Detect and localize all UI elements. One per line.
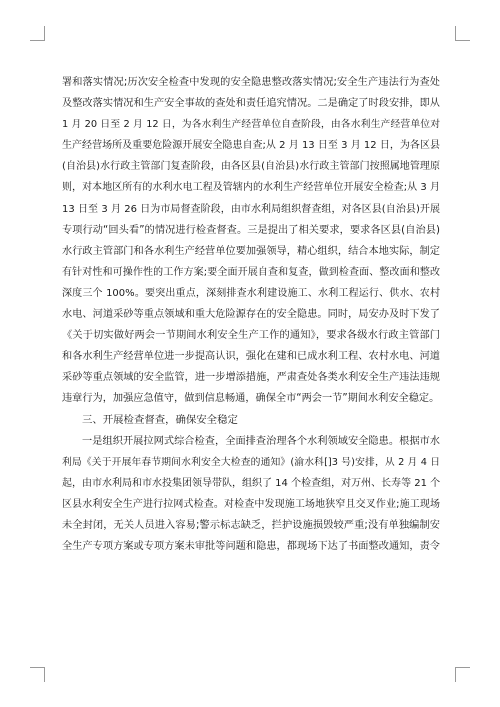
text-line: 有针对性和可操作性的工作方案;要全面开展自查和复查，做到检查面、整改面和整改	[62, 266, 440, 278]
crop-mark-top-right	[455, 26, 470, 41]
text-line: 《关于切实做好两会一节期间水利安全生产工作的通知》，要求各级水行政主管部门	[62, 330, 440, 342]
text-line: 区县水利安全生产进行拉网式检查。对检查中发现施工场地狭窄且交叉作业;施工现场	[62, 498, 440, 510]
text-line: 未全封闭，无关人员进入容易;警示标志缺乏，拦护设施损毁较严重;没有单独编制安	[62, 519, 440, 531]
text-line: 深度三个 100%。要突出重点，深刻排查水利建设施工、水利工程运行、供水、农村	[62, 287, 440, 299]
text-line: 水电、河道采砂等重点领域和重大危险源存在的安全隐患。同时，局安办及时下发了	[62, 309, 440, 321]
text-line: 专项行动“回头看”的情况进行检查督查。三是提出了相关要求，要求各区县(自治县)	[62, 224, 440, 236]
text-line: 署和落实情况;历次安全检查中发现的安全隐患整改落实情况;安全生产违法行为查处	[62, 77, 440, 88]
crop-mark-top-left	[30, 26, 45, 41]
text-line: 违章行为，加强应急值守，做到信息畅通，确保全市“两会一节”期间水利安全稳定。	[62, 393, 440, 405]
crop-mark-bottom-left	[30, 667, 45, 682]
text-line: 13 日至 3 月 26 日为市局督查阶段，由市水利局组织督查组，对各区县(自治县)开展	[62, 203, 440, 215]
text-line: 一是组织开展拉网式综合检查，全面排查治理各个水利领域安全隐患。根据市水	[82, 435, 440, 447]
text-line: 1 月 20 日至 2 月 12 日，为各水利生产经营单位自查阶段，由各水利生产经营单位对	[62, 119, 440, 131]
text-line: 及整改落实情况和生产安全事故的查处和责任追究情况。二是确定了时段安排，即从	[62, 98, 440, 110]
section-heading: 三、开展检查督查，确保安全稳定	[82, 413, 238, 426]
crop-mark-bottom-right	[455, 667, 470, 682]
text-line: 则，对本地区所有的水利水电工程及管辖内的水利生产经营单位开展安全检查;从 3 月	[62, 182, 440, 194]
text-line: (自治县)水行政主管部门复查阶段，由各区县(自治县)水行政主管部门按照属地管理原	[62, 161, 440, 173]
text-line: 采砂等重点领域的安全监管，进一步增添措施，严肃查处各类水利安全生产违法违规	[62, 372, 440, 384]
text-line: 利局《关于开展年春节期间水利安全大检查的通知》(渝水科[]3 号)安排，从 2 月 4 日	[62, 456, 440, 468]
text-line: 和各水利生产经营单位进一步提高认识，强化在建和已成水利工程、农村水电、河道	[62, 351, 440, 363]
body-text	[62, 72, 440, 557]
text-line: 起，由市水利局和市水投集团领导带队，组织了 14 个检查组，对万州、长寿等 21 个	[62, 477, 440, 489]
text-line: 生产经营场所及重要危险源开展安全隐患自查;从 2 月 13 日至 3 月 12 日，为各区县	[62, 140, 440, 152]
text-line: 水行政主管部门和各水利生产经营单位要加强领导，精心组织，结合本地实际，制定	[62, 245, 440, 257]
text-line: 全生产专项方案或专项方案未审批等问题和隐患，都现场下达了书面整改通知，责令	[62, 541, 440, 553]
